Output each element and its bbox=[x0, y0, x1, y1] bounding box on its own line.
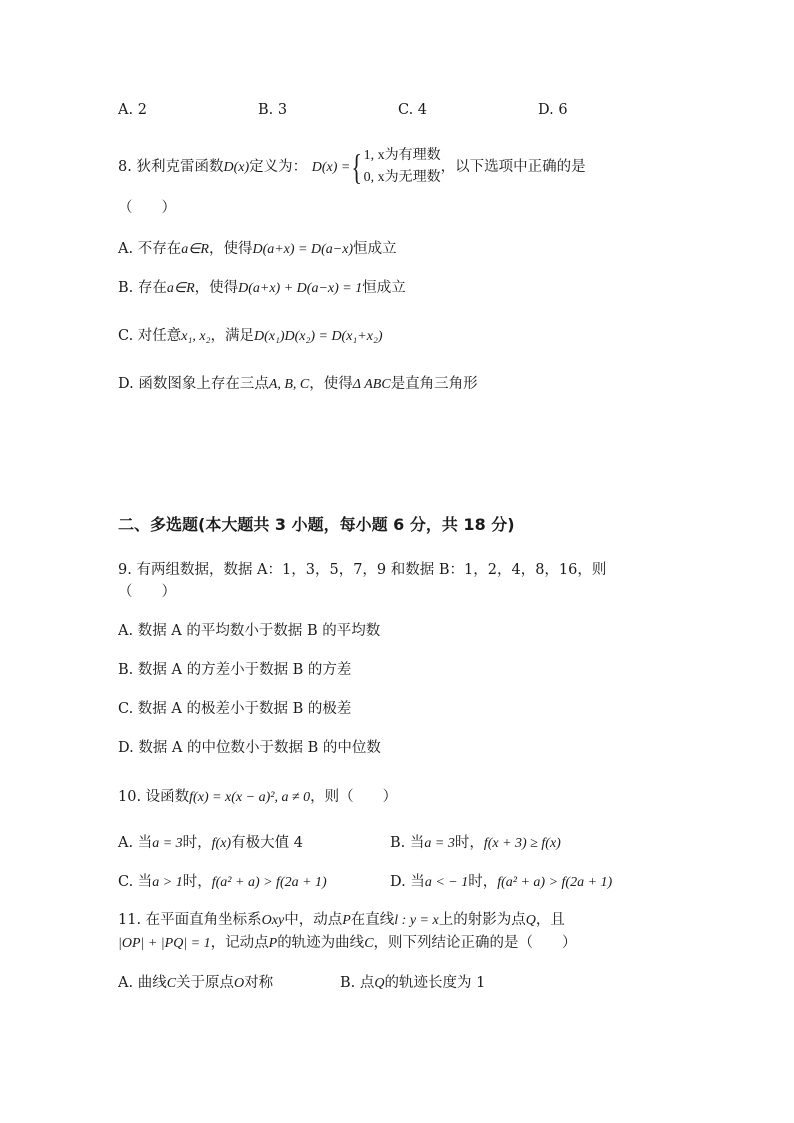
q11-l2-a: ，记动点 bbox=[210, 935, 269, 951]
q11-l2-eq: |OP| + |PQ| = 1 bbox=[118, 936, 211, 951]
q11-a-o: O bbox=[234, 976, 245, 991]
q9-stem: 9. 有两组数据，数据 A：1，3，5，7，9 和数据 B：1，2，4，8，16，则 bbox=[118, 562, 607, 578]
q11-l1-b: 在直线 bbox=[350, 912, 395, 928]
q7-option-a: A. 2 bbox=[118, 102, 147, 118]
q11-l1-p: P bbox=[342, 913, 351, 928]
q8-brace: { bbox=[351, 147, 363, 187]
q11-stem-line1 bbox=[118, 910, 565, 931]
q9-paren: （ ） bbox=[118, 584, 176, 600]
q11-l1-a: 中，动点 bbox=[284, 912, 343, 928]
q11-stem-line2 bbox=[118, 933, 577, 954]
q10-d-cond: a < − 1 bbox=[424, 875, 469, 890]
q11-a-prefix: A. 曲线 bbox=[118, 975, 167, 991]
q11-l1-d: ，且 bbox=[535, 912, 565, 928]
q10-b-expr: f(x + 3) ≥ f(x) bbox=[483, 836, 561, 851]
q11-l2-d: ，则下列结论正确的是（ ） bbox=[373, 935, 577, 951]
q10-d-expr: f(a² + a) > f(2a + 1) bbox=[497, 875, 613, 890]
q8-a-set: a∈R bbox=[181, 242, 209, 257]
q8-stem-suffix: ，以下选项中正确的是 bbox=[440, 159, 586, 175]
q10-c-prefix: C. 当 bbox=[118, 874, 153, 890]
q11-l1-prefix: 11. 在平面直角坐标系 bbox=[118, 912, 262, 928]
section2-heading: 二、多选题(本大题共 3 小题，每小题 6 分，共 18 分) bbox=[118, 515, 515, 534]
q11-a-c: C bbox=[166, 976, 177, 991]
q8-a-mid: ，使得 bbox=[208, 241, 253, 257]
q10-a-mid: 时， bbox=[182, 835, 212, 851]
q10-stem bbox=[118, 787, 397, 808]
q8-d-prefix: D. 函数图象上存在三点 bbox=[118, 376, 269, 392]
q8-a-eq: D(a+x) = D(a−x) bbox=[252, 242, 354, 257]
q8-b-prefix: B. 存在 bbox=[118, 280, 167, 296]
q10-c-expr: f(a² + a) > f(2a + 1) bbox=[211, 875, 327, 890]
q10-a-suffix: 有极大值 4 bbox=[231, 835, 303, 851]
q11-option-b bbox=[340, 973, 485, 994]
q10-b-cond: a = 3 bbox=[424, 836, 455, 851]
q8-c-mid: ，满足 bbox=[210, 328, 254, 344]
q8-option-c bbox=[118, 326, 383, 347]
q8-a-prefix: A. 不存在 bbox=[118, 241, 182, 257]
q8-stem bbox=[118, 142, 586, 193]
q8-case2: 0, x为无理数 bbox=[363, 170, 441, 185]
q8-d-suffix: 是直角三角形 bbox=[390, 376, 478, 392]
q11-a-suffix: 对称 bbox=[244, 975, 274, 991]
q8-stem-prefix: 8. 狄利克雷函数 bbox=[118, 159, 224, 175]
q7-option-b: B. 3 bbox=[258, 102, 288, 118]
q8-b-eq: D(a+x) + D(a−x) = 1 bbox=[238, 281, 363, 296]
q11-l2-c: C bbox=[364, 936, 374, 951]
q8-cases bbox=[364, 145, 441, 189]
q8-option-b bbox=[118, 278, 406, 299]
q8-b-set: a∈R bbox=[166, 281, 195, 296]
q10-c-cond: a > 1 bbox=[152, 875, 183, 890]
q8-d-pts: A, B, C bbox=[268, 377, 310, 392]
q8-a-suffix: 恒成立 bbox=[353, 241, 397, 257]
q10-option-d bbox=[390, 872, 612, 893]
q10-d-mid: 时， bbox=[468, 874, 498, 890]
q8-d-tri: Δ ABC bbox=[352, 377, 391, 392]
q7-option-d: D. 6 bbox=[538, 102, 568, 118]
q10-option-b bbox=[390, 833, 561, 854]
q8-option-a bbox=[118, 239, 397, 260]
q8-option-d bbox=[118, 374, 478, 395]
q8-d-mid: ，使得 bbox=[309, 376, 353, 392]
q8-func-name: D(x) bbox=[223, 160, 250, 175]
q10-option-c bbox=[118, 872, 327, 893]
q11-l1-line: l : y = x bbox=[394, 913, 439, 928]
q11-b-suffix: 的轨迹长度为 1 bbox=[384, 975, 486, 991]
q11-l1-c: 上的射影为点 bbox=[438, 912, 526, 928]
q10-a-expr: f(x) bbox=[211, 836, 232, 851]
q11-b-q: Q bbox=[374, 976, 385, 991]
q9-option-b: B. 数据 A 的方差小于数据 B 的方差 bbox=[118, 662, 352, 678]
q11-b-prefix: B. 点 bbox=[340, 975, 375, 991]
q9-option-a: A. 数据 A 的平均数小于数据 B 的平均数 bbox=[118, 623, 381, 639]
q8-paren: （ ） bbox=[118, 200, 176, 216]
q8-stem-mid: 定义为： bbox=[249, 159, 308, 175]
q8-c-prefix: C. 对任意 bbox=[118, 328, 182, 344]
q8-case1: 1, x为有理数 bbox=[363, 148, 441, 163]
q11-a-mid: 关于原点 bbox=[176, 975, 235, 991]
q7-option-c: C. 4 bbox=[398, 102, 428, 118]
q10-d-prefix: D. 当 bbox=[390, 874, 425, 890]
q10-a-cond: a = 3 bbox=[152, 836, 183, 851]
q8-c-vars: x₁, x₂ bbox=[181, 329, 211, 344]
q8-b-suffix: 恒成立 bbox=[362, 280, 406, 296]
q11-l2-b: 的轨迹为曲线 bbox=[277, 935, 365, 951]
q8-b-mid: ，使得 bbox=[194, 280, 239, 296]
q10-c-mid: 时， bbox=[182, 874, 212, 890]
q10-option-a bbox=[118, 833, 303, 854]
q10-b-mid: 时， bbox=[454, 835, 484, 851]
q10-stem-suffix: ，则（ ） bbox=[310, 789, 398, 805]
q10-b-prefix: B. 当 bbox=[390, 835, 425, 851]
q11-l2-p: P bbox=[268, 936, 278, 951]
q9-option-c: C. 数据 A 的极差小于数据 B 的极差 bbox=[118, 701, 352, 717]
q8-c-eq: D(x₁)D(x₂) = D(x₁+x₂) bbox=[253, 329, 383, 344]
q9-option-d: D. 数据 A 的中位数小于数据 B 的中位数 bbox=[118, 740, 381, 756]
q10-a-prefix: A. 当 bbox=[118, 835, 153, 851]
q11-l1-q: Q bbox=[525, 913, 536, 928]
q8-def-lhs: D(x) = bbox=[311, 160, 351, 175]
q10-func: f(x) = x(x − a)², a ≠ 0 bbox=[189, 790, 311, 805]
q11-l1-sys: Oxy bbox=[261, 913, 285, 928]
q10-stem-prefix: 10. 设函数 bbox=[118, 789, 190, 805]
q11-option-a bbox=[118, 973, 273, 994]
